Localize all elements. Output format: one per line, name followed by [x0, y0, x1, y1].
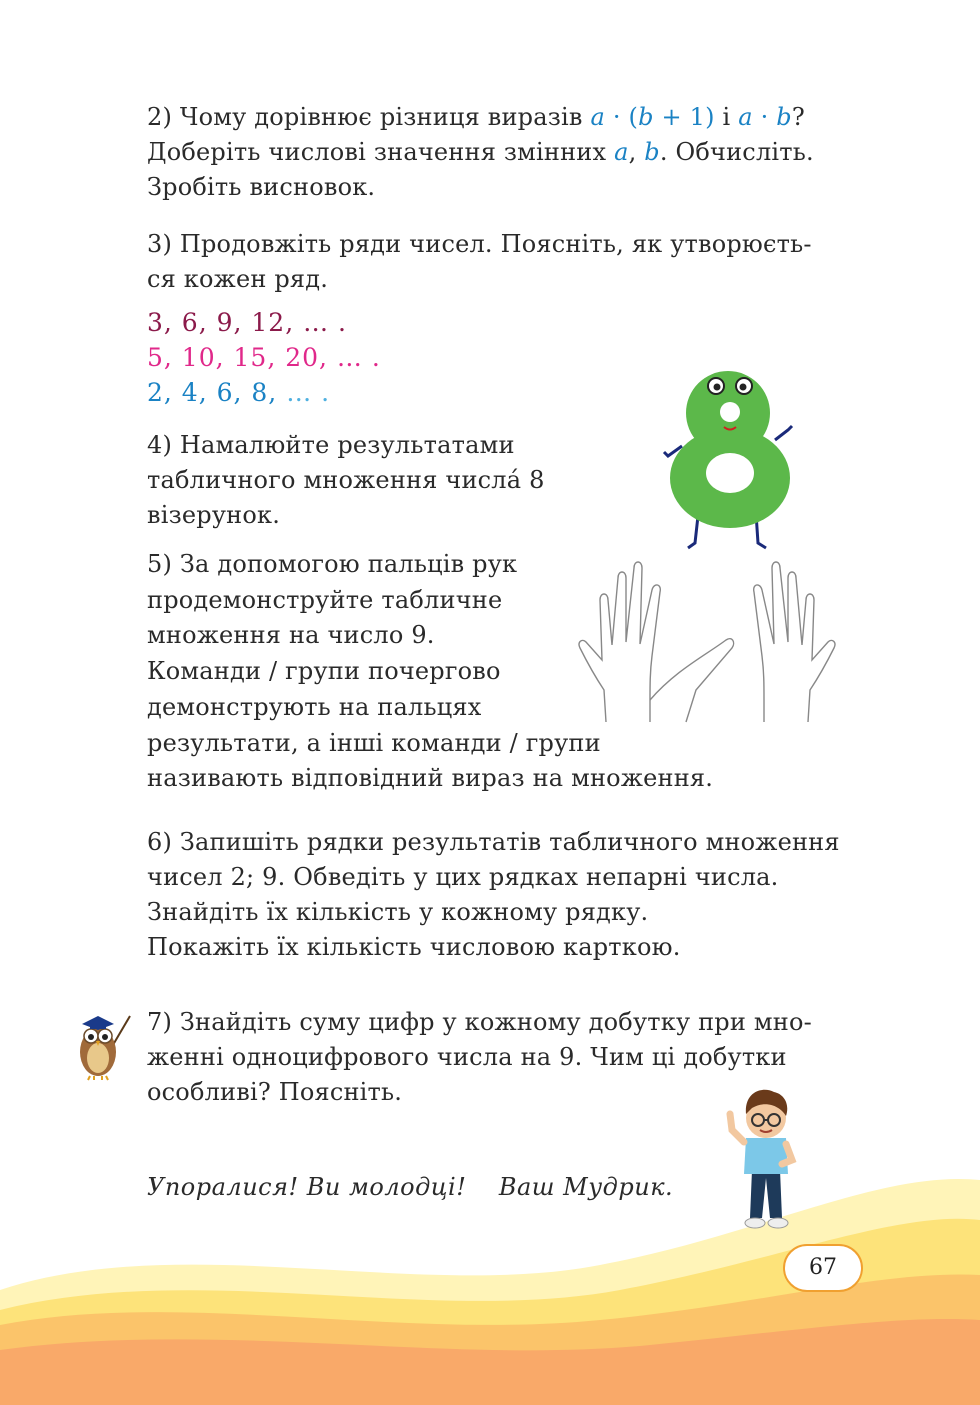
sequence-3-dots: … .	[286, 378, 331, 407]
task-2-text: 2) Чому дорівнює різниця виразів	[147, 103, 583, 131]
task-2-text: . Обчисліть.	[659, 138, 814, 166]
task-5-line-3: множення на число 9.	[147, 621, 435, 650]
task-2	[147, 100, 814, 205]
task-3-line-1: 3) Продовжіть ряди чисел. Поясніть, як утворюєть-	[147, 230, 812, 258]
task-5	[147, 547, 713, 797]
task-5-line-2: продемонструйте табличне	[147, 585, 503, 614]
task-5-line-5: демонструють на пальцях	[147, 692, 482, 721]
variable-b: b	[638, 103, 654, 131]
task-6-line-2: чисел 2; 9. Обведіть у цих рядках непарні числа.	[147, 863, 779, 891]
closing-text-1: Упоралися! Ви молодці!	[147, 1173, 467, 1201]
variable-b: b	[776, 103, 792, 131]
task-4	[147, 428, 545, 533]
task-3	[147, 227, 812, 297]
task-5-line-4: Команди / групи почергово	[147, 657, 501, 686]
sequence-1: 3, 6, 9, 12, … .	[147, 308, 347, 337]
task-4-line-3: візерунок.	[147, 501, 281, 529]
multiply-sign: ·	[612, 103, 621, 131]
eight-character-icon	[660, 368, 800, 553]
task-2-line-1	[147, 100, 814, 135]
variable-a: a	[614, 138, 629, 166]
plus-one: + 1)	[661, 103, 715, 131]
task-6-line-1: 6) Запишіть рядки результатів табличного множення	[147, 828, 840, 856]
task-5-line-7: називають відповідний вираз на множення.	[147, 764, 714, 793]
task-7	[147, 1005, 812, 1110]
task-4-line-1: 4) Намалюйте результатами	[147, 431, 515, 459]
task-3-line-2: ся кожен ряд.	[147, 265, 329, 293]
task-6-line-4: Покажіть їх кількість числовою карткою.	[147, 933, 681, 961]
task-7-line-3: особливі? Поясніть.	[147, 1078, 403, 1106]
page-number: 67	[783, 1244, 863, 1292]
comma: ,	[628, 138, 637, 166]
sequence-3-numbers: 2, 4, 6, 8,	[147, 378, 278, 407]
multiply-sign: ·	[760, 103, 769, 131]
task-5-line-1: 5) За допомогою пальців рук	[147, 550, 518, 578]
variable-a: a	[590, 103, 605, 131]
task-7-line-2: женні одноцифрового числа на 9. Чим ці добутки	[147, 1043, 787, 1071]
closing-line	[147, 1173, 673, 1201]
task-6-line-3: Знайдіть їх кількість у кожному рядку.	[147, 898, 649, 926]
variable-a: a	[738, 103, 753, 131]
boy-illustration	[722, 1078, 812, 1234]
owl-icon	[72, 1010, 134, 1082]
task-5-line-6: результати, а інші команди / групи	[147, 728, 601, 757]
question-mark: ?	[791, 103, 805, 131]
sequence-2: 5, 10, 15, 20, … .	[147, 343, 381, 372]
variable-b: b	[644, 138, 660, 166]
task-2-line-2	[147, 135, 814, 170]
task-2-line-3: Зробіть висновок.	[147, 173, 376, 201]
conjunction: і	[722, 103, 731, 131]
closing-text-2: Ваш Мудрик.	[498, 1173, 674, 1201]
task-6	[147, 825, 840, 965]
task-4-line-2: табличного множення числа́ 8	[147, 466, 545, 494]
task-2-text: Доберіть числові значення змінних	[147, 138, 607, 166]
task-7-line-1: 7) Знайдіть суму цифр у кожному добутку при мно-	[147, 1008, 812, 1036]
open-paren: (	[628, 103, 639, 131]
sequence-3	[147, 375, 330, 410]
